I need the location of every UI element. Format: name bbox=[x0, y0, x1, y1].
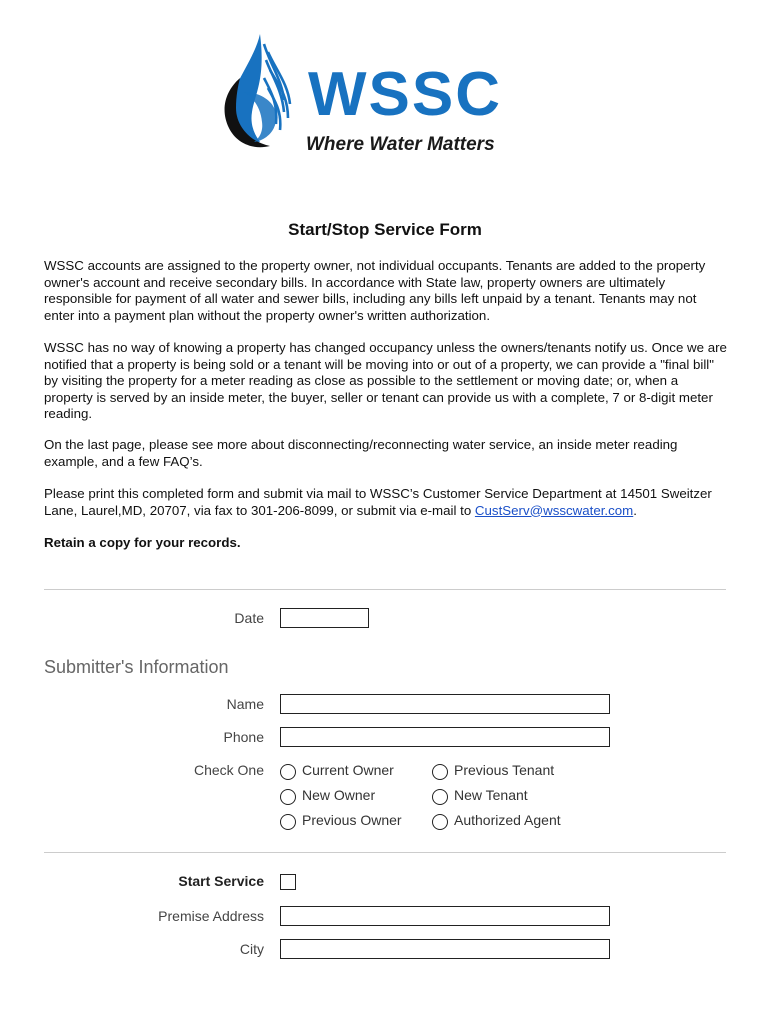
current-owner-label: Current Owner bbox=[302, 762, 394, 778]
logo-tagline: Where Water Matters bbox=[306, 134, 495, 155]
premise-address-field[interactable] bbox=[280, 906, 610, 926]
new-tenant-label: New Tenant bbox=[454, 787, 528, 803]
start-service-checkbox[interactable] bbox=[280, 874, 296, 890]
premise-address-label: Premise Address bbox=[158, 908, 264, 924]
water-drop-icon bbox=[214, 30, 314, 160]
new-owner-label: New Owner bbox=[302, 787, 376, 803]
date-label: Date bbox=[234, 610, 264, 626]
new-tenant-radio[interactable] bbox=[432, 789, 448, 805]
previous-owner-radio[interactable] bbox=[280, 814, 296, 830]
submitter-section-heading: Submitter's Information bbox=[44, 657, 229, 677]
phone-label: Phone bbox=[223, 729, 264, 745]
retain-copy-note: Retain a copy for your records. bbox=[44, 535, 241, 550]
city-field[interactable] bbox=[280, 939, 610, 959]
email-link[interactable]: CustServ@wsscwater.com bbox=[474, 502, 634, 518]
new-owner-radio[interactable] bbox=[280, 789, 296, 805]
previous-tenant-radio[interactable] bbox=[432, 764, 448, 780]
submit-instructions-text: Please print this completed form and submit via mail to WSSC’s Customer Service Department at 14501 Sweitzer Lane, Laurel,MD, 20707, via fax to 301-206-8099, or submit via e-mail to bbox=[44, 486, 712, 518]
phone-field[interactable] bbox=[280, 727, 610, 747]
city-label: City bbox=[239, 941, 264, 957]
date-field[interactable] bbox=[280, 608, 369, 628]
submit-instructions-end: . bbox=[633, 502, 637, 518]
previous-tenant-label: Previous Tenant bbox=[454, 762, 555, 778]
intro-paragraph-submit bbox=[44, 486, 730, 519]
previous-owner-label: Previous Owner bbox=[302, 812, 402, 828]
name-label: Name bbox=[226, 696, 264, 712]
name-field[interactable] bbox=[280, 694, 610, 714]
authorized-agent-radio[interactable] bbox=[432, 814, 448, 830]
section-divider bbox=[44, 852, 726, 853]
check-one-label: Check One bbox=[193, 762, 264, 778]
current-owner-radio[interactable] bbox=[280, 764, 296, 780]
intro-paragraph-final-bill: WSSC has no way of knowing a property has changed occupancy unless the owners/tenants notify us. Once we are notified that a property is being sold or a tenant will be moving into or out of a property, we can provide a "final bill" by visiting the property for a meter reading as close as possible to the settlement or moving date; or, when a property is served by an inside meter, the buyer, seller or tenant can provide us with a complete, 7 or 8-digit meter reading. bbox=[44, 340, 727, 421]
wssc-logo bbox=[214, 30, 544, 160]
form-title: Start/Stop Service Form bbox=[288, 220, 482, 239]
intro-paragraph-last-page: On the last page, please see more about disconnecting/reconnecting water service, an inside meter reading example, and a few FAQ’s. bbox=[44, 437, 678, 469]
section-divider bbox=[44, 589, 726, 590]
authorized-agent-label: Authorized Agent bbox=[454, 812, 561, 828]
start-service-label: Start Service bbox=[178, 873, 264, 889]
logo-wordmark: WSSC bbox=[308, 60, 502, 129]
intro-paragraph-ownership: WSSC accounts are assigned to the property owner, not individual occupants. Tenants are added to the property owner's account and receive secondary bills. In accordance with State law, property owners are ultimately responsible for payment of all water and sewer bills, including any bills left unpaid by a tenant. Tenants may not enter into a payment plan without the property owner's written authorization. bbox=[44, 258, 706, 323]
